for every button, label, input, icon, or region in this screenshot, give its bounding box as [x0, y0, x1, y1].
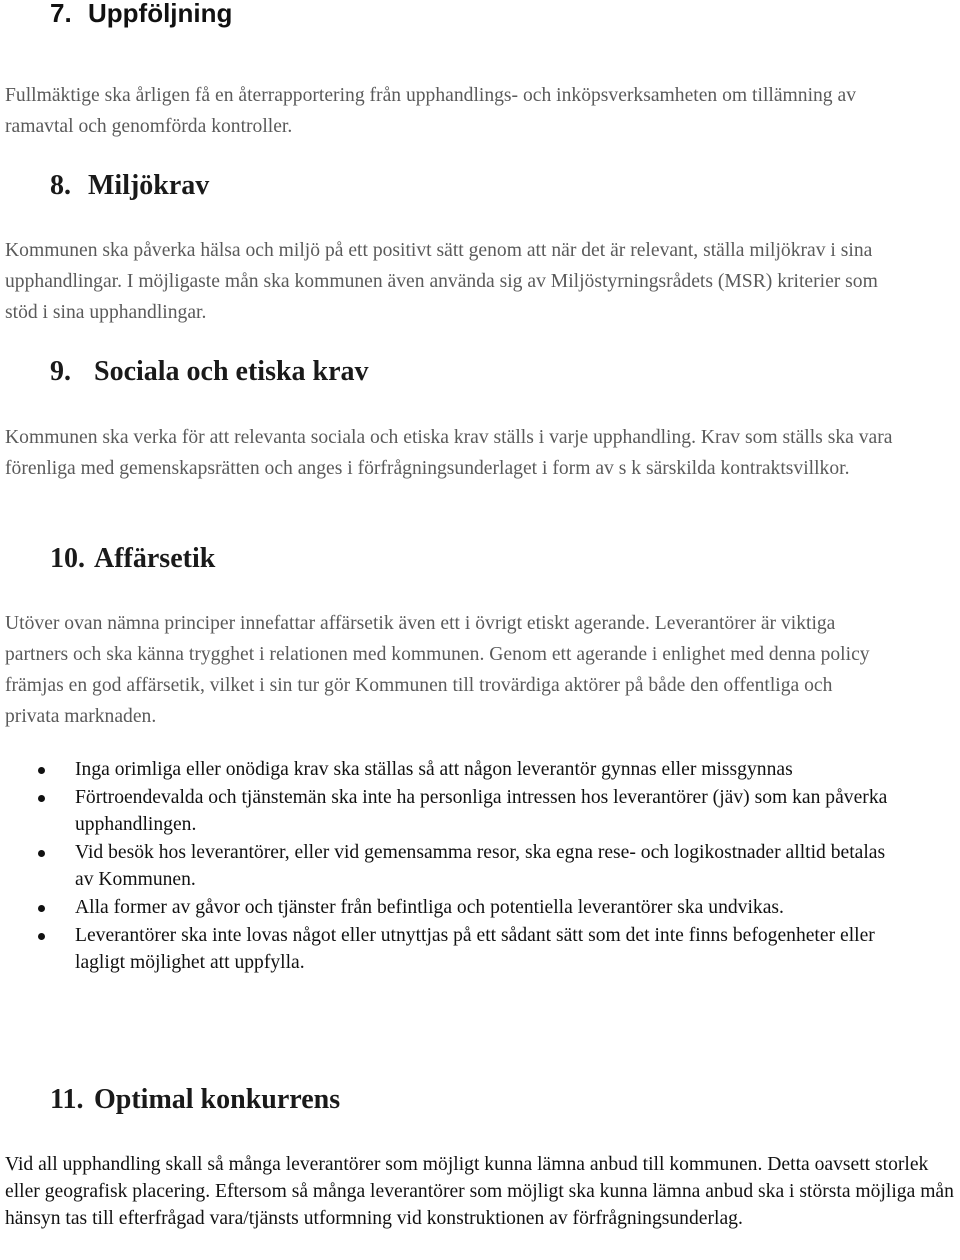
- list-item: [0, 894, 890, 921]
- section-title: Miljökrav: [88, 170, 210, 201]
- section-paragraph: Vid all upphandling skall så många leverantörer som möjligt kunna lämna anbud till kommunen. Detta oavsett storlek eller geografisk placering. Eftersom så många leverantörer som möjligt ska kunna lämna anbud ska i största möjliga mån hänsyn tas till efterfrågad vara/tjänsts utformning vid konstruktionen av förfrågningsunderlag.: [5, 1154, 954, 1229]
- section-paragraph: Fullmäktige ska årligen få en återrapportering från upphandlings- och inköpsverksamheten om tillämning av ramavtal och genomförda kontroller.: [5, 85, 856, 137]
- section-heading: [50, 0, 232, 29]
- list-item-text: Inga orimliga eller onödiga krav ska ställas så att någon leverantör gynnas eller missgynnas: [75, 759, 793, 780]
- list-item: [0, 839, 890, 893]
- section-number: 8.: [50, 170, 71, 201]
- section-heading: [50, 170, 209, 202]
- section-paragraph: Kommunen ska verka för att relevanta sociala och etiska krav ställs i varje upphandling. Krav som ställs ska vara förenliga med gemenskapsrätten och anges i förfrågningsunderlaget i form av s k särskilda kontraktsvillkor.: [5, 427, 893, 479]
- section-number: 7.: [50, 0, 72, 28]
- list-item-text: Förtroendevalda och tjänstemän ska inte ha personliga intressen hos leverantörer (jäv) som kan påverka upphandlingen.: [75, 787, 888, 835]
- list-item-text: Vid besök hos leverantörer, eller vid gemensamma resor, ska egna rese- och logikostnader alltid betalas av Kommunen.: [75, 842, 886, 890]
- section-paragraph: Utöver ovan nämna principer innefattar affärsetik även ett i övrigt etiskt agerande. Leverantörer är viktiga partners och ska känna trygghet i relationen med kommunen. Genom ett agerande i enlighet med denna policy främjas en god affärsetik, vilket i sin tur gör Kommunen till trovärdiga aktörer på både den offentliga och privata marknaden.: [5, 613, 870, 727]
- section-title: Affärsetik: [94, 543, 216, 574]
- list-item-text: Alla former av gåvor och tjänster från befintliga och potentiella leverantörer ska undvikas.: [75, 897, 784, 918]
- section-number: 10.: [50, 543, 85, 574]
- section-heading: [50, 356, 369, 388]
- bullet-icon: [38, 767, 45, 774]
- list-item-text: Leverantörer ska inte lovas något eller utnyttjas på ett sådant sätt som det inte finns befogenheter eller lagligt möjlighet att uppfylla.: [75, 925, 875, 973]
- bullet-icon: [38, 850, 45, 857]
- section-title: Uppföljning: [88, 0, 233, 28]
- list-item: [0, 922, 890, 976]
- bullet-icon: [38, 905, 45, 912]
- bullet-icon: [38, 795, 45, 802]
- list-item: [0, 784, 890, 838]
- section-title: Optimal konkurrens: [94, 1084, 341, 1115]
- section-title: Sociala och etiska krav: [94, 356, 369, 387]
- section-heading: [50, 1084, 340, 1116]
- section-paragraph: Kommunen ska påverka hälsa och miljö på ett positivt sätt genom att när det är relevant, ställa miljökrav i sina upphandlingar. I möjligaste mån ska kommunen även använda sig av Miljöstyrningsrådets (MSR) kriterier som stöd i sina upphandlingar.: [5, 240, 878, 323]
- list-item: [0, 756, 890, 783]
- bullet-list: [0, 756, 890, 977]
- bullet-icon: [38, 933, 45, 940]
- section-number: 9.: [50, 356, 71, 387]
- section-heading: [50, 543, 215, 575]
- section-number: 11.: [50, 1084, 84, 1115]
